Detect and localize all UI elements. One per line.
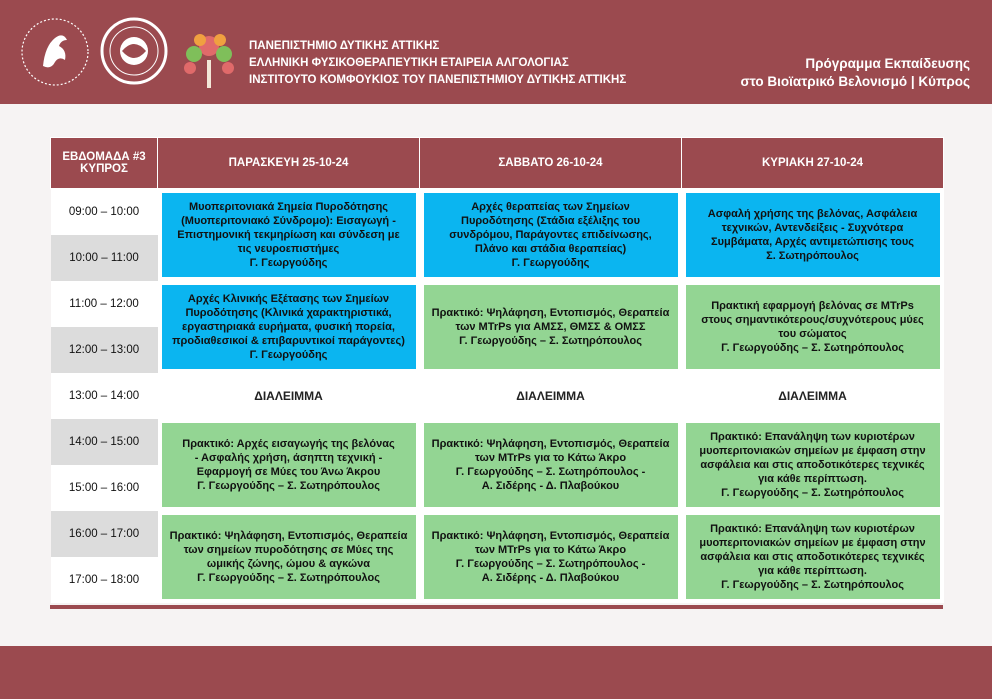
time-cell: 16:00 – 17:00 [51,511,158,557]
page-header [0,0,992,104]
session-line: Γ. Γεωργούδης – Σ. Σωτηρόπουλος [721,342,904,354]
session-line: Γ. Γεωργούδης [511,257,590,269]
session-block [686,285,940,369]
table-header-row [51,138,944,189]
time-cell: 13:00 – 14:00 [51,373,158,419]
session-line: Πρακτική εφαρμογή βελόνας σε MTrPs [711,300,914,312]
org-line: ΙΝΣΤΙΤΟΥΤΟ ΚΟΜΦΟΥΚΙΟΣ ΤΟΥ ΠΑΝΕΠΙΣΤΗΜΙΟΥ ΔΥΤΙΚΗΣ ΑΤΤΙΚΗΣ [249,74,627,86]
session-cell [682,511,944,603]
session-line: Πρακτικό: Ψηλάφηση, Εντοπισμός, Θεραπεία [431,530,670,542]
session-cell [682,281,944,373]
session-line: ωμικής ζώνης, ώμου & αγκώνα [206,558,371,570]
session-line: Πρακτικό: Επανάληψη των κυριοτέρων [710,431,915,443]
time-cell: 09:00 – 10:00 [51,189,158,236]
session-line: Γ. Γεωργούδης – Σ. Σωτηρόπουλος [197,572,380,584]
session-cell [682,419,944,511]
session-cell [420,419,682,511]
table-bottom-rule [50,605,943,609]
session-line: των σημείων πυροδότησης σε Μύες της [183,544,394,556]
session-line: εργαστηριακά ευρήματα, φυσική πορεία, [182,321,395,333]
session-block [686,515,940,599]
page-footer [0,646,992,699]
day-header: ΚΥΡΙΑΚΗ 27-10-24 [682,138,944,189]
session-line: Πρακτικό: Αρχές εισαγωγής της βελόνας [182,438,395,450]
session-block [424,285,678,369]
session-cell [420,511,682,603]
table-row [51,511,944,557]
confucius-institute-logo [100,17,168,85]
session-line: Γ. Γεωργούδης [249,349,328,361]
session-cell [158,511,420,603]
table-row [51,419,944,465]
session-line: Πυροδότησης (Κλινικά χαρακτηριστικά, [185,307,392,319]
session-line: των MTrPs για το Κάτω Άκρο [474,544,627,556]
program-title-line: Πρόγραμμα Εκπαίδευσης [805,56,970,71]
tree-logo [178,30,240,90]
session-line: Πρακτικό: Ψηλάφηση, Εντοπισμός, Θεραπεία [169,530,408,542]
break-row [51,373,944,419]
session-line: τις νευροεπιστήμες [237,243,340,255]
session-line: των MTrPs για το Κάτω Άκρο [474,452,627,464]
session-line: για κάθε περίπτωση. [758,473,867,485]
break-label: ΔΙΑΛΕΙΜΜΑ [158,373,420,419]
session-line: Ασφαλή χρήσης της βελόνας, Ασφάλεια [707,208,918,220]
day-header: ΣΑΒΒΑΤΟ 26-10-24 [420,138,682,189]
session-block [162,423,416,507]
session-line: Επιστημονική τεκμηρίωση και σύνδεση με [177,229,400,241]
session-block [162,515,416,599]
time-cell: 14:00 – 15:00 [51,419,158,465]
session-block [424,193,678,277]
table-row [51,281,944,327]
session-cell [420,281,682,373]
session-line: συνδρόμου, Παράγοντες επιδείνωσης, [449,229,652,241]
break-label: ΔΙΑΛΕΙΜΜΑ [682,373,944,419]
session-line: Συμβάματα, Αρχές αντιμετώπισης τους [711,236,914,248]
session-line: Γ. Γεωργούδης [249,257,328,269]
table-row [51,189,944,236]
session-line: - Ασφαλής χρήση, άσηπτη τεχνική - [194,452,383,464]
session-line: τεχνικών, Αντενδείξεις - Συχνότερα [721,222,904,234]
program-title-line: στο Βιοϊατρικό Βελονισμό | Κύπρος [740,74,970,89]
org-line: ΕΛΛΗΝΙΚΗ ΦΥΣΙΚΟΘΕΡΑΠΕΥΤΙΚΗ ΕΤΑΙΡΕΙΑ ΑΛΓΟΛΟΓΙΑΣ [249,57,569,69]
break-label: ΔΙΑΛΕΙΜΜΑ [420,373,682,419]
session-block [162,193,416,277]
university-logo [15,16,95,88]
session-block [162,285,416,369]
session-block [424,423,678,507]
week-header: ΕΒΔΟΜΑΔΑ #3 ΚΥΠΡΟΣ [51,138,158,189]
session-line: Πρακτικό: Επανάληψη των κυριοτέρων [710,523,915,535]
session-line: Γ. Γεωργούδης – Σ. Σωτηρόπουλος - [455,466,646,478]
session-block [424,515,678,599]
session-line: του σώματος [778,328,847,340]
session-line: Γ. Γεωργούδης – Σ. Σωτηρόπουλος [721,579,904,591]
session-cell [682,189,944,282]
session-line: Μυοπεριτονιακά Σημεία Πυροδότησης [188,201,389,213]
program-title [741,55,970,91]
session-cell [420,189,682,282]
session-line: Πλάνο και στάδια θεραπείας) [474,243,627,255]
time-cell: 10:00 – 11:00 [51,235,158,281]
session-line: (Μυοπεριτονιακό Σύνδρομο): Εισαγωγή - [181,215,396,227]
session-line: μυοπεριτονιακών σημείων με έμφαση στην [699,537,926,549]
session-cell [158,419,420,511]
session-line: Γ. Γεωργούδης – Σ. Σωτηρόπουλος - [455,558,646,570]
session-line: των MTrPs για ΑΜΣΣ, ΘΜΣΣ & ΟΜΣΣ [455,321,646,333]
session-line: ασφάλεια και στις αποδοτικότερες τεχνικές [700,459,925,471]
time-cell: 17:00 – 18:00 [51,557,158,603]
session-line: Α. Σιδέρης - Δ. Πλαβούκου [481,572,620,584]
session-line: προδιαθεσικοί & επιβαρυντικοί παράγοντες) [172,335,405,347]
session-line: Αρχές Κλινικής Εξέτασης των Σημείων [187,293,390,305]
session-line: Πρακτικό: Ψηλάφηση, Εντοπισμός, Θεραπεία [431,307,670,319]
session-line: στους σημαντικότερους/συχνότερους μύες [701,314,924,326]
session-line: Πρακτικό: Ψηλάφηση, Εντοπισμός, Θεραπεία [431,438,670,450]
session-block [686,423,940,507]
day-header: ΠΑΡΑΣΚΕΥΗ 25-10-24 [158,138,420,189]
session-line: Αρχές θεραπείας των Σημείων [471,201,630,213]
time-cell: 11:00 – 12:00 [51,281,158,327]
session-line: Γ. Γεωργούδης – Σ. Σωτηρόπουλος [197,480,380,492]
session-line: ασφάλεια και στις αποδοτικότερες τεχνικές [700,551,925,563]
schedule-table [50,137,944,603]
session-line: Α. Σιδέρης - Δ. Πλαβούκου [481,480,620,492]
session-cell [158,281,420,373]
session-cell [158,189,420,282]
time-cell: 15:00 – 16:00 [51,465,158,511]
session-line: μυοπεριτονιακών σημείων με έμφαση στην [699,445,926,457]
session-line: Γ. Γεωργούδης – Σ. Σωτηρόπουλος [459,335,642,347]
session-line: Πυροδότησης (Στάδια εξέλιξης του [461,215,640,227]
time-cell: 12:00 – 13:00 [51,327,158,373]
session-line: για κάθε περίπτωση. [758,565,867,577]
session-line: Γ. Γεωργούδης – Σ. Σωτηρόπουλος [721,487,904,499]
org-line: ΠΑΝΕΠΙΣΤΗΜΙΟ ΔΥΤΙΚΗΣ ΑΤΤΙΚΗΣ [249,40,440,52]
session-line: Εφαρμογή σε Μύες του Άνω Άκρου [196,466,381,478]
session-block [686,193,940,277]
organizations-block [249,38,626,89]
session-line: Σ. Σωτηρόπουλος [766,250,859,262]
